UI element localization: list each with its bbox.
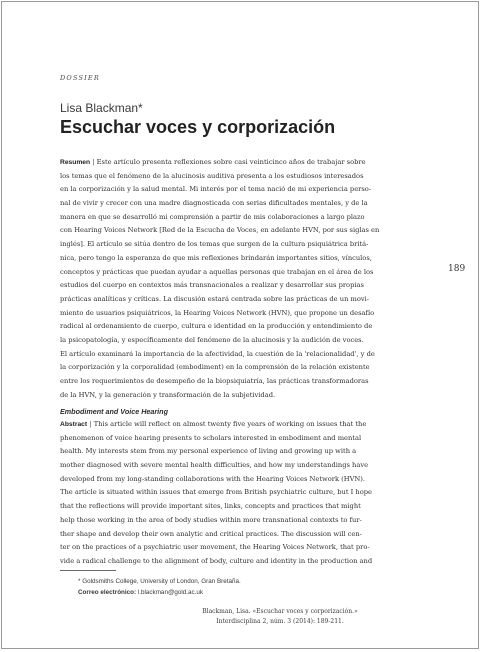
abstract-line: health. My interests stem from my personal experience of living and growing up with a <box>60 447 357 456</box>
resumen-line <box>60 156 420 170</box>
resumen-block <box>60 156 420 402</box>
resumen-line: conceptos y prácticas que puedan ayudar a aquellas personas que trabajan en el área de los <box>60 267 374 276</box>
abstract-line: vide a radical challenge to the alignment of body, culture and identity in the production and <box>60 556 373 565</box>
abstract-line: ter on the practices of a psychiatric user movement, the Hearing Voices Network, that pro- <box>60 543 370 552</box>
resumen-line: El artículo examinará la importancia de la afectividad, la cuestión de la 'relacionalidad', y de <box>60 349 375 358</box>
resumen-separator: | <box>92 158 95 166</box>
abstract-label: Abstract <box>60 421 88 428</box>
resumen-line: estudios del cuerpo en contextos más transnacionales a realizar y desarrollar sus propias <box>60 281 364 290</box>
resumen-line: entre los requerimientos de desempeño de la biopsiquiatría, las prácticas transformadoras <box>60 377 369 385</box>
resumen-line: los temas que el fenómeno de la alucinosis auditiva presenta a los estudiosos interesados <box>60 171 364 180</box>
footnote-email <box>78 589 203 596</box>
resumen-line: con Hearing Voices Network [Red de la Escucha de Voces, en adelante HVN, por sus siglas en <box>60 226 380 235</box>
resumen-line: la corporización y la corporalidad (embodiment) en la comprensión de la relación existente <box>60 363 370 372</box>
page-number: 189 <box>448 264 466 274</box>
resumen-line: manera en que se desarrolló mi comprensión a partir de mis colaboraciones a largo plazo <box>60 212 365 221</box>
abstract-text: This article will reflect on almost twenty five years of working on issues that the <box>93 420 367 428</box>
abstract-line <box>60 418 420 432</box>
footnote-rule <box>60 570 116 571</box>
email-address[interactable]: l.blackman@gold.ac.uk <box>137 589 204 596</box>
abstract-line: that the reflections will provide important sites, links, concepts and practices that might <box>60 502 361 511</box>
section-label: DOSSIER <box>60 74 100 82</box>
abstract-block <box>60 418 420 569</box>
resumen-label: Resumen <box>60 159 91 166</box>
resumen-line: inglés]. El artículo se sitúa dentro de los temas que surgen de la cultura psiquiátrica britá- <box>60 240 369 249</box>
citation-line-2: Interdisciplina 2, núm. 3 (2014): 189-211. <box>216 618 344 625</box>
abstract-heading: Embodiment and Voice Hearing <box>60 407 168 416</box>
article-title: Escuchar voces y corporización <box>60 117 336 137</box>
email-label: Correo electrónico: <box>78 589 137 596</box>
resumen-line: miento de usuarios psiquiátricos, la Hearing Voices Network (HVN), que propone un desafío <box>60 308 375 317</box>
abstract-line: The article is situated within issues that emerge from British psychiatric culture, but I hope <box>60 488 372 497</box>
resumen-line: nica, pero tengo la esperanza de que mis reflexiones brindarán importantes sitios, vínculos, <box>60 253 372 262</box>
resumen-line: radical al ordenamiento de cuerpo, cultura e identidad en la producción y entendimiento de <box>60 322 373 331</box>
resumen-line: prácticas analíticas y críticas. La discusión estará centrada sobre las prácticas de un movi- <box>60 294 370 303</box>
abstract-line: ther shape and develop their own analytic and critical practices. The discussion will cen- <box>60 529 362 538</box>
abstract-line: developed from my long-standing collaborations with the Hearing Voices Network (HVN). <box>60 474 366 483</box>
abstract-line: mother diagnosed with severe mental health difficulties, and how my understandings have <box>60 461 369 470</box>
resumen-line: nal de vivir y crecer con una madre diagnosticada con serias dificultades mentales, y de la <box>60 199 368 208</box>
resumen-line: la psicopatología, y específicamente del fenómeno de la alucinosis y la audición de voces. <box>60 335 364 344</box>
author-name: Lisa Blackman* <box>60 101 143 115</box>
resumen-line: de la HVN, y la generación y transformación de la subjetividad. <box>60 390 276 399</box>
abstract-line: help those working in the area of body studies within more transnational contexts to fur- <box>60 515 362 524</box>
resumen-text: Este artículo presenta reflexiones sobre casi veinticinco años de trabajar sobre <box>96 158 366 166</box>
resumen-line: en la corporización y la salud mental. Mi interés por el tema nació de mi experiencia perso- <box>60 185 372 194</box>
citation-line-1: Blackman, Lisa. «Escuchar voces y corporización.» <box>202 608 358 615</box>
abstract-separator: | <box>89 420 92 428</box>
footnote-affiliation: * Goldsmiths College, University of London, Gran Bretaña. <box>78 578 241 585</box>
abstract-line: phenomenon of voice hearing presents to scholars interested in embodiment and mental <box>60 433 362 442</box>
